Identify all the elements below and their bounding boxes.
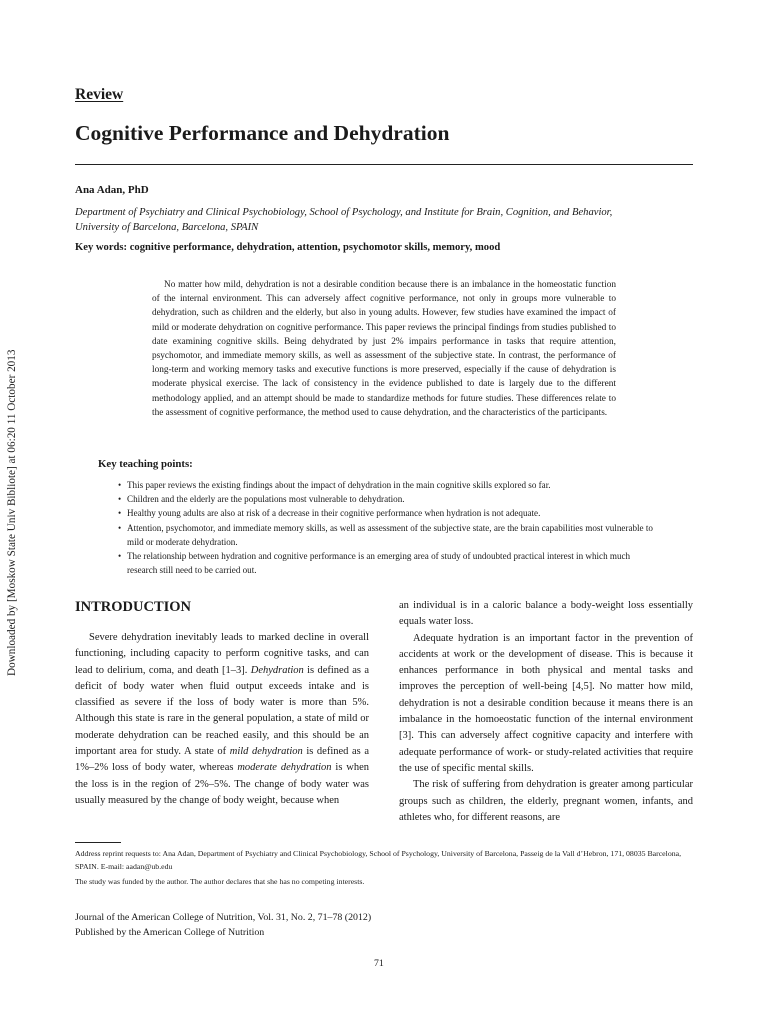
affiliation-line-1: Department of Psychiatry and Clinical Psychobiology, School of Psychology, and Institute for Brain, Cognition, and Behavior,	[75, 207, 613, 218]
author-name: Ana Adan, PhD	[75, 184, 149, 196]
paragraph	[75, 630, 369, 809]
text-run: is defined as a deficit of body water when fluid output exceeds intake and is classified as severe if the loss of body water is more than 5%. Although this state is rare in the general population, a state of mild or moderate dehydration can be reached easily, and this should be an important area for study. A state of	[75, 664, 369, 758]
teaching-points-list	[118, 478, 658, 577]
text-run: Severe dehydration inevitably leads to marked decline in overall functioning, including capacity to perform cognitive tasks, and can lead to delirium, coma, and death [1–3].	[75, 632, 369, 676]
article-type-label: Review	[75, 86, 124, 103]
author-affiliation	[75, 206, 693, 235]
text-run: is when the loss is in the region of 2%–5%. The change of body water was usually measured by the change of body weight, because when	[75, 762, 369, 806]
article-title: Cognitive Performance and Dehydration	[75, 121, 450, 145]
abstract: No matter how mild, dehydration is not a desirable condition because there is an imbalance in the homeostatic function of the internal environment. This can adversely affect cognitive performance, not only in groups more vulnerable to dehydration, such as children and the elderly, but also in young adults. However, few studies have examined the impact of mild or moderate dehydration on cognitive performance. This paper reviews the principal findings from studies published to date examining cognitive skills. Being dehydrated by just 2% impairs performance in tasks that require attention, psychomotor, and immediate memory skills, as well as assessment of the subjective state. In contrast, the performance of long-term and working memory tasks and executive functions is more preserved, especially if the cause of dehydration is moderate physical exercise. The lack of consistency in the evidence published to date is largely due to the different methodology applied, and an attempt should be made to standardize methods for future studies. These differences relate to the assessment of cognitive performance, the method used to cause dehydration, and the characteristics of the participants.	[152, 280, 616, 418]
page-number: 71	[374, 958, 384, 969]
term-moderate-dehydration: moderate dehydration	[237, 762, 332, 774]
keywords: Key words: cognitive performance, dehydration, attention, psychomotor skills, memory, mood	[75, 242, 501, 253]
term-mild-dehydration: mild dehydration	[229, 746, 303, 758]
footnote-divider	[75, 842, 121, 843]
funding-footnote: The study was funded by the author. The author declares that she has no competing interests.	[75, 877, 365, 886]
text-run: is defined as a 1%–2% loss of body water, whereas	[75, 746, 369, 774]
introduction-heading: INTRODUCTION	[75, 599, 192, 615]
body-column-left	[75, 630, 369, 809]
paragraph: an individual is in a caloric balance a body-weight loss essentially equals water loss.	[399, 600, 693, 628]
teaching-point: • The relationship between hydration and cognitive performance is an emerging area of study of undoubted practical interest in which much research still need to be carried out.	[118, 549, 658, 577]
affiliation-line-2: University of Barcelona, Barcelona, SPAIN	[75, 221, 259, 233]
teaching-point: • Children and the elderly are the populations most vulnerable to dehydration.	[118, 492, 658, 506]
teaching-point: • This paper reviews the existing findings about the impact of dehydration in the main cognitive skills explored so far.	[118, 478, 658, 492]
teaching-point: • Attention, psychomotor, and immediate memory skills, as well as assessment of the subjective state, are the brain capabilities most vulnerable to mild or moderate dehydration.	[118, 521, 658, 549]
journal-publisher: Published by the American College of Nutrition	[75, 926, 265, 938]
journal-citation-block	[75, 911, 371, 940]
paragraph: Adequate hydration is an important factor in the prevention of accidents at work or the development of disease. This is because it enhances performance in both physical and mental tasks and improves the perception of well-being [4,5]. No matter how mild, dehydration is not a desirable condition because it means there is an imbalance in the homoeostatic function of the internal environment [3]. This can adversely affect cognitive capacity and interfere with adequate performance of work- or study-related activities that require the use of specific mental skills.	[399, 632, 693, 774]
download-watermark: Downloaded by [Moskow State Univ Bibliote] at 06:20 11 October 2013	[6, 349, 18, 676]
teaching-points-heading: Key teaching points:	[98, 458, 193, 470]
reprint-footnote: Address reprint requests to: Ana Adan, Department of Psychiatry and Clinical Psychobiology, School of Psychology, University of Barcelona, Passeig de la Vall d’Hebron, 171, 08035 Barcelona, SPAIN. E-mail: aadan@ub.edu	[75, 849, 682, 871]
body-column-right	[399, 598, 693, 826]
paragraph: The risk of suffering from dehydration is greater among particular groups such as children, the elderly, pregnant women, infants, and athletes who, for different reasons, are	[399, 779, 693, 823]
teaching-point: • Healthy young adults are also at risk of a decrease in their cognitive performance when hydration is not adequate.	[118, 506, 658, 520]
term-dehydration: Dehydration	[250, 664, 304, 676]
title-divider	[75, 164, 693, 165]
journal-citation: Journal of the American College of Nutrition, Vol. 31, No. 2, 71–78 (2012)	[75, 912, 372, 923]
